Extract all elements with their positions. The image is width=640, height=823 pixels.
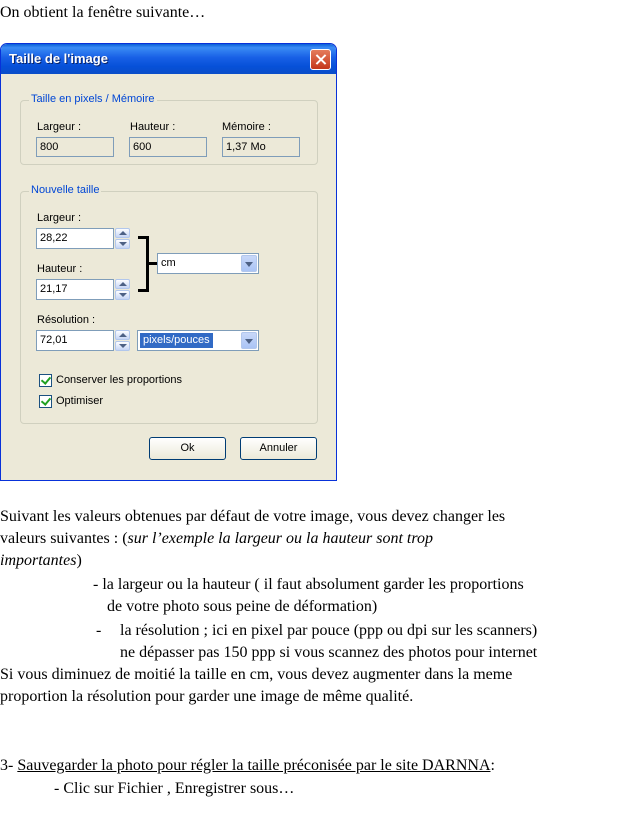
new-width-label: Largeur : [37, 212, 82, 224]
para1-line2-italic: sur l’exemple la largeur ou la hauteur sont trop [127, 530, 433, 547]
optimize-label: Optimiser [56, 395, 104, 407]
bullet2-dash: - [96, 622, 102, 639]
para1-line2-text: valeurs suivantes : ( [0, 530, 128, 547]
proportion-link-bracket [138, 236, 149, 292]
pixel-size-group-label: Taille en pixels / Mémoire [31, 93, 155, 105]
width-readonly-field: 800 [36, 137, 114, 157]
resolution-unit-value: pixels/pouces [140, 333, 213, 348]
chevron-down-icon[interactable] [241, 255, 257, 272]
bullet2-line2: ne dépasser pas 150 ppp si vous scannez des photos pour internet [120, 644, 538, 661]
close-icon[interactable] [310, 49, 331, 70]
para1-line2 [0, 528, 433, 550]
new-height-label: Hauteur : [37, 263, 83, 275]
proportion-link-tick [149, 262, 157, 265]
memory-label: Mémoire : [222, 121, 271, 133]
resolution-label: Résolution : [37, 314, 96, 326]
bullet1-line2: de votre photo sous peine de déformation) [107, 598, 378, 615]
height-label: Hauteur : [130, 121, 176, 133]
step3-heading [0, 755, 495, 777]
para1-line1: Suivant les valeurs obtenues par défaut de votre image, vous devez changer les [0, 508, 506, 525]
para1-line3-paren: ) [76, 552, 82, 569]
keep-proportions-label: Conserver les proportions [56, 374, 182, 386]
memory-readonly-field: 1,37 Mo [222, 137, 300, 157]
cancel-button[interactable]: Annuler [240, 437, 317, 460]
chevron-down-icon[interactable] [241, 332, 257, 349]
step3-number: 3- [0, 757, 18, 774]
new-width-spinner[interactable] [115, 228, 131, 249]
width-label: Largeur : [37, 121, 82, 133]
dialog-client [4, 74, 333, 477]
step3-sub: - Clic sur Fichier , Enregistrer sous… [54, 780, 295, 797]
bullet2-line1: la résolution ; ici en pixel par pouce (ppp ou dpi sur les scanners) [120, 622, 538, 639]
resolution-unit-dropdown[interactable] [137, 330, 259, 351]
intro-text: On obtient la fenêtre suivante… [0, 4, 206, 21]
new-width-input[interactable]: 28,22 [36, 228, 114, 249]
para2-line1: Si vous diminuez de moitié la taille en cm, vous devez augmenter dans la meme [0, 666, 513, 683]
new-size-group-label: Nouvelle taille [31, 184, 100, 196]
image-size-dialog [0, 43, 337, 481]
para1-line3-italic: importantes [0, 552, 77, 569]
pixel-size-group [20, 93, 318, 165]
resolution-input[interactable]: 72,01 [36, 330, 114, 351]
resolution-spinner[interactable] [115, 330, 131, 351]
unit-dropdown-value: cm [161, 257, 176, 269]
new-size-group [20, 184, 318, 424]
optimize-checkbox[interactable] [39, 395, 52, 408]
new-height-spinner[interactable] [115, 279, 131, 300]
step3-colon: : [490, 757, 495, 774]
para1-line3 [0, 550, 82, 572]
dialog-titlebar [1, 44, 336, 74]
unit-dropdown[interactable] [157, 253, 259, 274]
keep-proportions-checkbox[interactable] [39, 374, 52, 387]
step3-title: Sauvegarder la photo pour régler la taille préconisée par le site DARNNA [17, 757, 491, 774]
para2-line2: proportion la résolution pour garder une image de même qualité. [0, 688, 414, 705]
bullet1-line1: - la largeur ou la hauteur ( il faut absolument garder les proportions [93, 576, 524, 593]
dialog-title: Taille de l'image [9, 51, 108, 66]
new-height-input[interactable]: 21,17 [36, 279, 114, 300]
ok-button[interactable]: Ok [149, 437, 226, 460]
height-readonly-field: 600 [129, 137, 207, 157]
